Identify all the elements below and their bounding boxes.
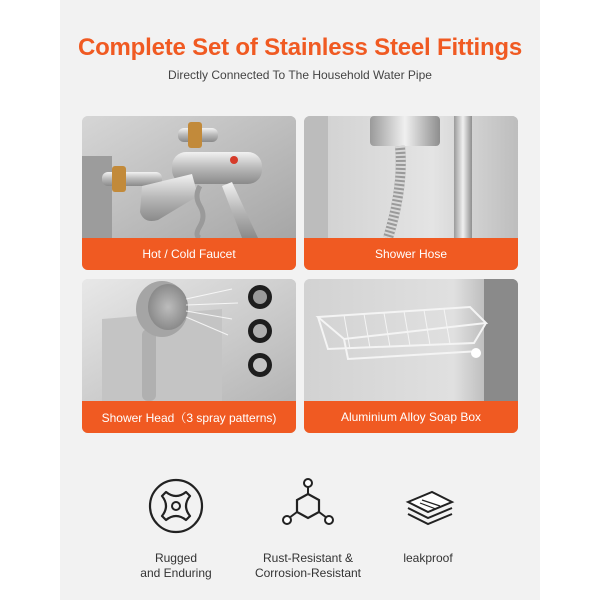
feature-leakproof (358, 476, 498, 566)
rugged-icon (146, 476, 206, 536)
shower-head-caption: Shower Head（3 spray patterns) (82, 401, 296, 433)
shower-head-photo (82, 279, 296, 401)
soap-box-card (304, 279, 518, 433)
faucet-caption: Hot / Cold Faucet (82, 238, 296, 270)
soap-box-caption: Aluminium Alloy Soap Box (304, 401, 518, 433)
shower-hose-photo (304, 116, 518, 238)
feature-rugged-label: Rugged and Enduring (140, 551, 212, 580)
shower-hose-card (304, 116, 518, 270)
faucet-card (82, 116, 296, 270)
page-subtitle: Directly Connected To The Household Water Pipe (168, 68, 432, 82)
faucet-photo (82, 116, 296, 238)
page-title: Complete Set of Stainless Steel Fittings (77, 34, 523, 61)
shower-head-card (82, 279, 296, 433)
shower-hose-caption: Shower Hose (304, 238, 518, 270)
feature-rust-resistant-label: Rust-Resistant & Corrosion-Resistant (254, 551, 362, 580)
soap-box-photo (304, 279, 518, 401)
molecule-icon (278, 476, 338, 536)
feature-leakproof-label: leakproof (403, 551, 453, 565)
feature-rust-resistant (238, 476, 378, 581)
feature-rugged (106, 476, 246, 581)
layers-icon (398, 476, 458, 536)
